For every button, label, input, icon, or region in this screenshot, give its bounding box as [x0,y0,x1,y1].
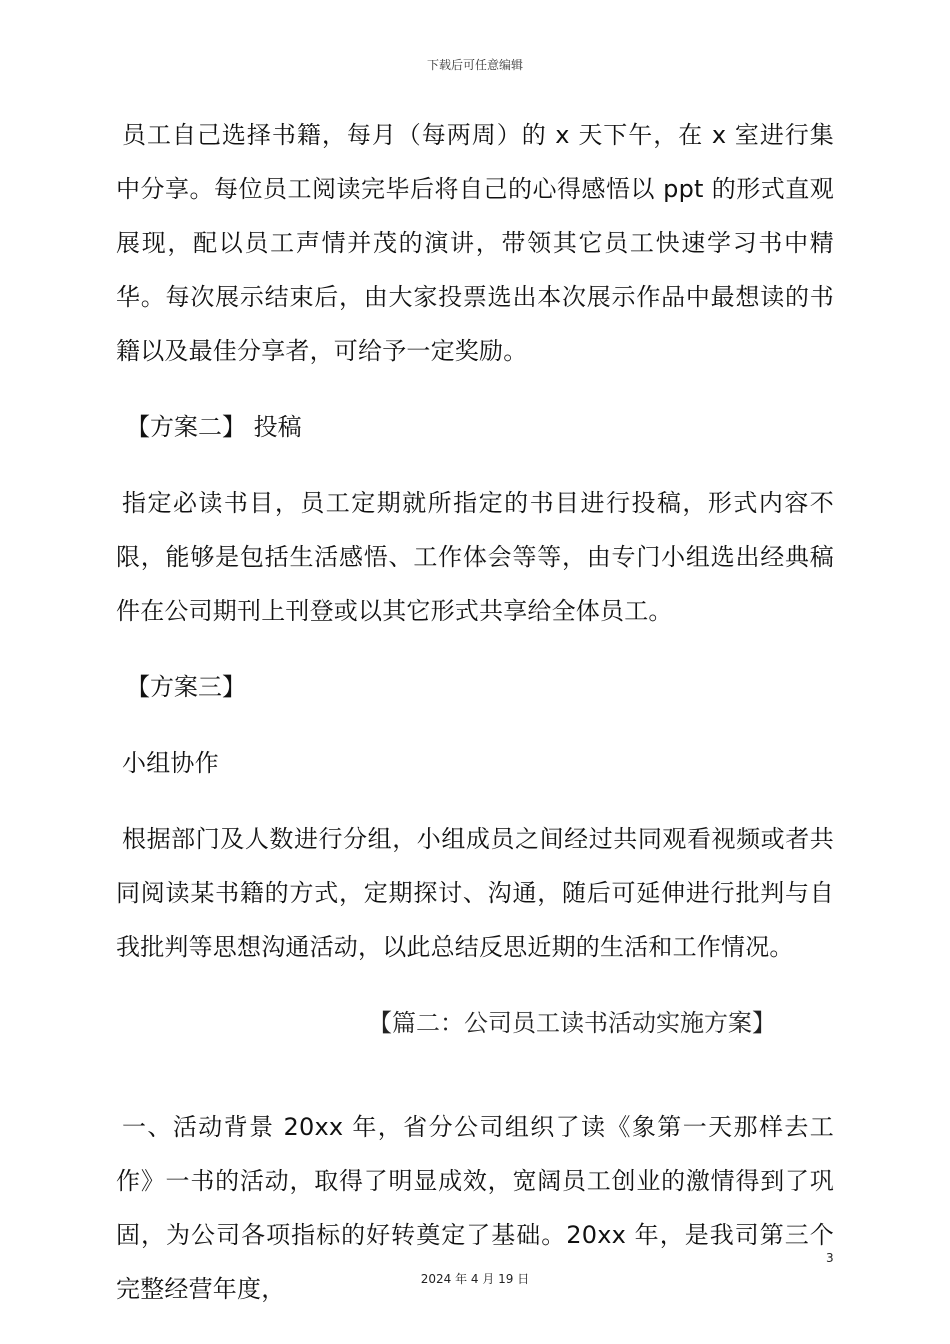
paragraph-method-two: 指定必读书目，员工定期就所指定的书目进行投稿，形式内容不限，能够是包括生活感悟、工作体会等等，由专门小组选出经典稿件在公司期刊上刊登或以其它形式共享给全体员工。 [116,489,834,625]
spacer [116,790,834,812]
paragraph-method-three: 根据部门及人数进行分组，小组成员之间经过共同观看视频或者共同阅读某书籍的方式，定期探讨、沟通，随后可延伸进行批判与自我批判等思想沟通活动，以此总结反思近期的生活和工作情况。 [116,825,834,961]
page-number: 3 [826,1251,834,1265]
section-title: 【篇二：公司员工读书活动实施方案】 [368,1009,776,1037]
heading-method-two: 【方案二】 投稿 [126,413,302,441]
spacer [116,1050,834,1100]
spacer [116,454,834,476]
header-note: 下载后可任意编辑 [426,58,523,72]
paragraph-method-one: 员工自己选择书籍，每月（每两周）的 x 天下午，在 x 室进行集中分享。每位员工阅读完毕后将自己的心得感悟以 ppt 的形式直观展现，配以员工声情并茂的演讲，带领其它员工快速学习书中精华。每次展示结束后，由大家投票选出本次展示作品中最想读的书籍以及最佳分享者，可给予一定奖励。 [116,121,834,365]
heading-method-three: 【方案三】 [126,673,246,701]
spacer [116,974,834,996]
paragraph-activity-background: 一、活动背景 20xx 年，省分公司组织了读《象第一天那样去工作》一书的活动，取得了明显成效，宽阔员工创业的激情得到了巩固，为公司各项指标的好转奠定了基础。20xx 年，是我司第三个完整经营年度， [116,1113,834,1303]
document-body [116,108,834,1316]
spacer [116,638,834,660]
subheading-group-collaboration: 小组协作 [122,749,219,777]
spacer [116,714,834,736]
footer-date: 2024 年 4 月 19 日 [420,1272,530,1286]
spacer [116,378,834,400]
